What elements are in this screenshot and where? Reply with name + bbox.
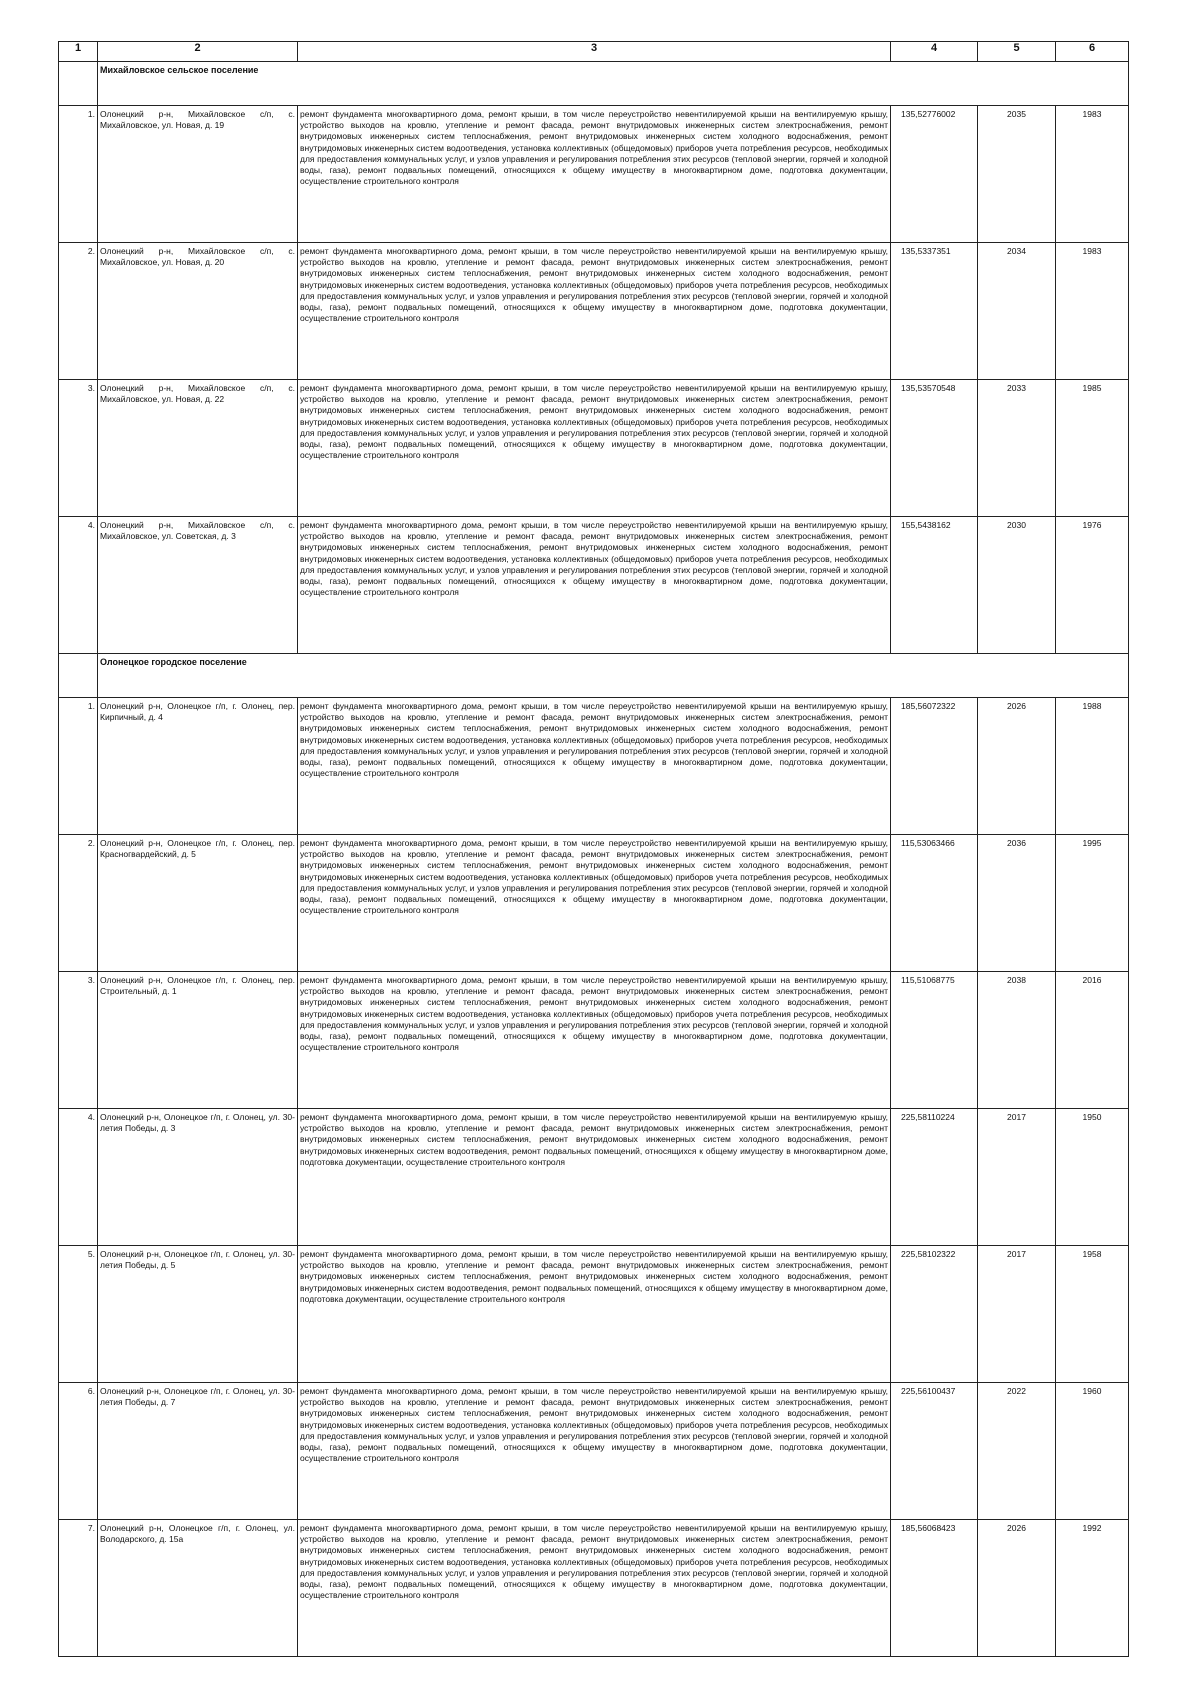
column-header: 1 [59,42,98,62]
repair-year: 2035 [978,106,1056,243]
table-row [59,1520,1129,1657]
repair-works: ремонт фундамента многоквартирного дома, ремонт крыши, в том числе переустройство невентилируемой крыши на вентилируемую крышу, устройство выходов на кровлю, утепление и ремонт фасада, ремонт внутридомовых инженерных систем электроснабжения, ремонт внутридомовых инженерных систем теплоснабжения, ремонт внутридомовых инженерных систем холодного водоснабжения, ремонт внутридомовых инженерных систем водоотведения, установка коллективных (общедомовых) приборов учета потребления ресурсов, необходимых для предоставления коммунальных услуг, и узлов управления и регулирования потребления этих ресурсов (тепловой энергии, горячей и холодной воды, газа), ремонт подвальных помещений, относящихся к общему имуществу в многоквартирном доме, подготовка документации, осуществление строительного контроля [298,972,891,1109]
column-header: 5 [978,42,1056,62]
building-address: Олонецкий р-н, Олонецкое г/п, г. Олонец, ул. 30-летия Победы, д. 7 [98,1383,298,1520]
build-year: 1992 [1056,1520,1129,1657]
row-number: 6. [59,1383,98,1520]
repair-cost: 225,58110224 [891,1109,978,1246]
table-row [59,1109,1129,1246]
building-address: Олонецкий р-н, Олонецкое г/п, г. Олонец, пер. Строительный, д. 1 [98,972,298,1109]
row-number: 2. [59,243,98,380]
repair-works: ремонт фундамента многоквартирного дома, ремонт крыши, в том числе переустройство невентилируемой крыши на вентилируемую крышу, устройство выходов на кровлю, утепление и ремонт фасада, ремонт внутридомовых инженерных систем электроснабжения, ремонт внутридомовых инженерных систем теплоснабжения, ремонт внутридомовых инженерных систем холодного водоснабжения, ремонт внутридомовых инженерных систем водоотведения, установка коллективных (общедомовых) приборов учета потребления ресурсов, необходимых для предоставления коммунальных услуг, и узлов управления и регулирования потребления этих ресурсов (тепловой энергии, горячей и холодной воды, газа), ремонт подвальных помещений, относящихся к общему имуществу в многоквартирном доме, подготовка документации, осуществление строительного контроля [298,698,891,835]
repair-works: ремонт фундамента многоквартирного дома, ремонт крыши, в том числе переустройство невентилируемой крыши на вентилируемую крышу, устройство выходов на кровлю, утепление и ремонт фасада, ремонт внутридомовых инженерных систем электроснабжения, ремонт внутридомовых инженерных систем теплоснабжения, ремонт внутридомовых инженерных систем холодного водоснабжения, ремонт внутридомовых инженерных систем водоотведения, установка коллективных (общедомовых) приборов учета потребления ресурсов, необходимых для предоставления коммунальных услуг, и узлов управления и регулирования потребления этих ресурсов (тепловой энергии, горячей и холодной воды, газа), ремонт подвальных помещений, относящихся к общему имуществу в многоквартирном доме, подготовка документации, осуществление строительного контроля [298,1520,891,1657]
table-row [59,243,1129,380]
section-header-row [59,62,1129,106]
table-row [59,972,1129,1109]
build-year: 1995 [1056,835,1129,972]
build-year: 1976 [1056,517,1129,654]
section-title: Олонецкое городское поселение [98,654,1129,698]
table-row [59,517,1129,654]
capital-repair-table [58,41,1129,1657]
building-address: Олонецкий р-н, Михайловское с/п, с. Михайловское, ул. Новая, д. 22 [98,380,298,517]
table-row [59,1246,1129,1383]
repair-year: 2033 [978,380,1056,517]
repair-year: 2026 [978,1520,1056,1657]
repair-works: ремонт фундамента многоквартирного дома, ремонт крыши, в том числе переустройство невентилируемой крыши на вентилируемую крышу, устройство выходов на кровлю, утепление и ремонт фасада, ремонт внутридомовых инженерных систем электроснабжения, ремонт внутридомовых инженерных систем теплоснабжения, ремонт внутридомовых инженерных систем холодного водоснабжения, ремонт внутридомовых инженерных систем водоотведения, установка коллективных (общедомовых) приборов учета потребления ресурсов, необходимых для предоставления коммунальных услуг, и узлов управления и регулирования потребления этих ресурсов (тепловой энергии, горячей и холодной воды, газа), ремонт подвальных помещений, относящихся к общему имуществу в многоквартирном доме, подготовка документации, осуществление строительного контроля [298,106,891,243]
row-number: 4. [59,517,98,654]
repair-cost: 185,56072322 [891,698,978,835]
row-number: 1. [59,698,98,835]
repair-year: 2017 [978,1246,1056,1383]
repair-cost: 155,5438162 [891,517,978,654]
column-header: 3 [298,42,891,62]
row-number: 3. [59,972,98,1109]
table-row [59,106,1129,243]
repair-works: ремонт фундамента многоквартирного дома, ремонт крыши, в том числе переустройство невентилируемой крыши на вентилируемую крышу, устройство выходов на кровлю, утепление и ремонт фасада, ремонт внутридомовых инженерных систем электроснабжения, ремонт внутридомовых инженерных систем теплоснабжения, ремонт внутридомовых инженерных систем холодного водоснабжения, ремонт внутридомовых инженерных систем водоотведения, установка коллективных (общедомовых) приборов учета потребления ресурсов, необходимых для предоставления коммунальных услуг, и узлов управления и регулирования потребления этих ресурсов (тепловой энергии, горячей и холодной воды, газа), ремонт подвальных помещений, относящихся к общему имуществу в многоквартирном доме, подготовка документации, осуществление строительного контроля [298,835,891,972]
repair-cost: 135,52776002 [891,106,978,243]
row-number: 7. [59,1520,98,1657]
repair-cost: 115,53063466 [891,835,978,972]
repair-year: 2017 [978,1109,1056,1246]
row-number: 2. [59,835,98,972]
table-row [59,380,1129,517]
building-address: Олонецкий р-н, Олонецкое г/п, г. Олонец, ул. 30-летия Победы, д. 5 [98,1246,298,1383]
build-year: 1985 [1056,380,1129,517]
column-header: 2 [98,42,298,62]
row-number: 1. [59,106,98,243]
row-number: 3. [59,380,98,517]
repair-cost: 115,51068775 [891,972,978,1109]
build-year: 1983 [1056,106,1129,243]
build-year: 1988 [1056,698,1129,835]
repair-year: 2030 [978,517,1056,654]
build-year: 1958 [1056,1246,1129,1383]
table-body [59,62,1129,1657]
row-number: 5. [59,1246,98,1383]
section-title: Михайловское сельское поселение [98,62,1129,106]
building-address: Олонецкий р-н, Олонецкое г/п, г. Олонец, пер. Красногвардейский, д. 5 [98,835,298,972]
building-address: Олонецкий р-н, Олонецкое г/п, г. Олонец, ул. Володарского, д. 15а [98,1520,298,1657]
column-number-header-row [59,42,1129,62]
section-blank-cell [59,654,98,698]
repair-cost: 135,53570548 [891,380,978,517]
repair-works: ремонт фундамента многоквартирного дома, ремонт крыши, в том числе переустройство невентилируемой крыши на вентилируемую крышу, устройство выходов на кровлю, утепление и ремонт фасада, ремонт внутридомовых инженерных систем электроснабжения, ремонт внутридомовых инженерных систем теплоснабжения, ремонт внутридомовых инженерных систем холодного водоснабжения, ремонт внутридомовых инженерных систем водоотведения, ремонт подвальных помещений, относящихся к общему имуществу в многоквартирном доме, подготовка документации, осуществление строительного контроля [298,1246,891,1383]
build-year: 1960 [1056,1383,1129,1520]
build-year: 1950 [1056,1109,1129,1246]
repair-year: 2022 [978,1383,1056,1520]
section-blank-cell [59,62,98,106]
table-row [59,1383,1129,1520]
repair-works: ремонт фундамента многоквартирного дома, ремонт крыши, в том числе переустройство невентилируемой крыши на вентилируемую крышу, устройство выходов на кровлю, утепление и ремонт фасада, ремонт внутридомовых инженерных систем электроснабжения, ремонт внутридомовых инженерных систем теплоснабжения, ремонт внутридомовых инженерных систем холодного водоснабжения, ремонт внутридомовых инженерных систем водоотведения, ремонт подвальных помещений, относящихся к общему имуществу в многоквартирном доме, подготовка документации, осуществление строительного контроля [298,1109,891,1246]
repair-cost: 225,56100437 [891,1383,978,1520]
repair-year: 2038 [978,972,1056,1109]
column-header: 6 [1056,42,1129,62]
column-header: 4 [891,42,978,62]
build-year: 1983 [1056,243,1129,380]
repair-cost: 135,5337351 [891,243,978,380]
building-address: Олонецкий р-н, Михайловское с/п, с. Михайловское, ул. Новая, д. 20 [98,243,298,380]
repair-year: 2026 [978,698,1056,835]
repair-year: 2036 [978,835,1056,972]
building-address: Олонецкий р-н, Михайловское с/п, с. Михайловское, ул. Новая, д. 19 [98,106,298,243]
building-address: Олонецкий р-н, Олонецкое г/п, г. Олонец, пер. Кирпичный, д. 4 [98,698,298,835]
row-number: 4. [59,1109,98,1246]
building-address: Олонецкий р-н, Михайловское с/п, с. Михайловское, ул. Советская, д. 3 [98,517,298,654]
repair-cost: 225,58102322 [891,1246,978,1383]
build-year: 2016 [1056,972,1129,1109]
table-row [59,698,1129,835]
repair-works: ремонт фундамента многоквартирного дома, ремонт крыши, в том числе переустройство невентилируемой крыши на вентилируемую крышу, устройство выходов на кровлю, утепление и ремонт фасада, ремонт внутридомовых инженерных систем электроснабжения, ремонт внутридомовых инженерных систем теплоснабжения, ремонт внутридомовых инженерных систем холодного водоснабжения, ремонт внутридомовых инженерных систем водоотведения, установка коллективных (общедомовых) приборов учета потребления ресурсов, необходимых для предоставления коммунальных услуг, и узлов управления и регулирования потребления этих ресурсов (тепловой энергии, горячей и холодной воды, газа), ремонт подвальных помещений, относящихся к общему имуществу в многоквартирном доме, подготовка документации, осуществление строительного контроля [298,1383,891,1520]
repair-works: ремонт фундамента многоквартирного дома, ремонт крыши, в том числе переустройство невентилируемой крыши на вентилируемую крышу, устройство выходов на кровлю, утепление и ремонт фасада, ремонт внутридомовых инженерных систем электроснабжения, ремонт внутридомовых инженерных систем теплоснабжения, ремонт внутридомовых инженерных систем холодного водоснабжения, ремонт внутридомовых инженерных систем водоотведения, установка коллективных (общедомовых) приборов учета потребления ресурсов, необходимых для предоставления коммунальных услуг, и узлов управления и регулирования потребления этих ресурсов (тепловой энергии, горячей и холодной воды, газа), ремонт подвальных помещений, относящихся к общему имуществу в многоквартирном доме, подготовка документации, осуществление строительного контроля [298,243,891,380]
table-row [59,835,1129,972]
repair-year: 2034 [978,243,1056,380]
section-header-row [59,654,1129,698]
repair-works: ремонт фундамента многоквартирного дома, ремонт крыши, в том числе переустройство невентилируемой крыши на вентилируемую крышу, устройство выходов на кровлю, утепление и ремонт фасада, ремонт внутридомовых инженерных систем электроснабжения, ремонт внутридомовых инженерных систем теплоснабжения, ремонт внутридомовых инженерных систем холодного водоснабжения, ремонт внутридомовых инженерных систем водоотведения, установка коллективных (общедомовых) приборов учета потребления ресурсов, необходимых для предоставления коммунальных услуг, и узлов управления и регулирования потребления этих ресурсов (тепловой энергии, горячей и холодной воды, газа), ремонт подвальных помещений, относящихся к общему имуществу в многоквартирном доме, подготовка документации, осуществление строительного контроля [298,517,891,654]
repair-cost: 185,56068423 [891,1520,978,1657]
building-address: Олонецкий р-н, Олонецкое г/п, г. Олонец, ул. 30-летия Победы, д. 3 [98,1109,298,1246]
repair-works: ремонт фундамента многоквартирного дома, ремонт крыши, в том числе переустройство невентилируемой крыши на вентилируемую крышу, устройство выходов на кровлю, утепление и ремонт фасада, ремонт внутридомовых инженерных систем электроснабжения, ремонт внутридомовых инженерных систем теплоснабжения, ремонт внутридомовых инженерных систем холодного водоснабжения, ремонт внутридомовых инженерных систем водоотведения, установка коллективных (общедомовых) приборов учета потребления ресурсов, необходимых для предоставления коммунальных услуг, и узлов управления и регулирования потребления этих ресурсов (тепловой энергии, горячей и холодной воды, газа), ремонт подвальных помещений, относящихся к общему имуществу в многоквартирном доме, подготовка документации, осуществление строительного контроля [298,380,891,517]
